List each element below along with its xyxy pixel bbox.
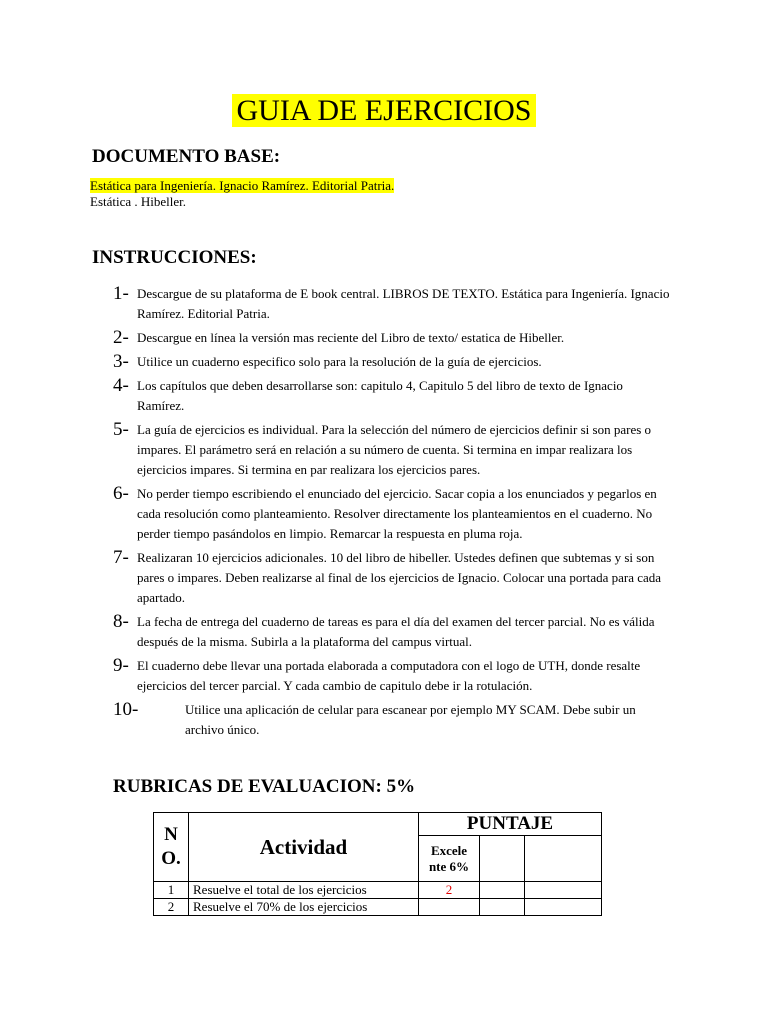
row-cell-empty [525, 882, 602, 899]
instruction-text: Descargue en línea la versión mas reciente del Libro de texto/ estatica de Hibeller. [137, 330, 565, 345]
instruction-number: 4- [113, 375, 129, 396]
instruction-text: La guía de ejercicios es individual. Para la selección del número de ejercicios definir si son pares o impares. El parámetro será en relación a su número de cuenta. Si termina en impar realizara los ejercicios impares. Si termina en par realizara los ejercicios pares. [137, 422, 652, 477]
table-row [154, 899, 602, 916]
instruction-text: Utilice una aplicación de celular para escanear por ejemplo MY SCAM. Debe subir un archivo único. [185, 702, 636, 737]
page-title-container [0, 92, 768, 130]
score-col-empty [480, 836, 525, 882]
base-heading: DOCUMENTO BASE: [92, 146, 281, 167]
instruction-number: 8- [113, 611, 129, 632]
instruction-item [113, 548, 673, 608]
instruction-item [113, 700, 673, 740]
table-row [154, 882, 602, 899]
row-activity: Resuelve el 70% de los ejercicios [189, 899, 419, 916]
row-no: 1 [154, 882, 189, 899]
instruction-item [113, 376, 673, 416]
row-score [419, 899, 480, 916]
col-activity-header: Actividad [189, 813, 419, 882]
instruction-text: Descargue de su plataforma de E book central. LIBROS DE TEXTO. Estática para Ingeniería. Ignacio Ramírez. Editorial Patria. [137, 286, 670, 321]
instruction-item [113, 420, 673, 480]
base-reference-1: Estática para Ingeniería. Ignacio Ramírez. Editorial Patria. [90, 178, 395, 193]
instruction-text: Utilice un cuaderno especifico solo para la resolución de la guía de ejercicios. [137, 354, 542, 369]
row-cell-empty [525, 899, 602, 916]
col-excellent-header: Excele nte 6% [419, 836, 480, 882]
instructions-list [113, 284, 673, 744]
col-no-header: N O. [154, 813, 189, 882]
instruction-number: 9- [113, 655, 129, 676]
instruction-number: 10- [113, 699, 139, 720]
score-col-empty [525, 836, 602, 882]
page-title: GUIA DE EJERCICIOS [232, 94, 535, 127]
rubric-table [153, 812, 602, 916]
instruction-item [113, 612, 673, 652]
instruction-item [113, 328, 673, 348]
row-cell-empty [480, 899, 525, 916]
instruction-text: La fecha de entrega del cuaderno de tareas es para el día del examen del tercer parcial. No es válida después de la misma. Subirla a la plataforma del campus virtual. [137, 614, 655, 649]
row-score: 2 [419, 882, 480, 899]
instruction-item [113, 352, 673, 372]
base-reference-2: Estática . Hibeller. [90, 194, 187, 209]
instructions-heading: INSTRUCCIONES: [92, 247, 257, 268]
instruction-number: 1- [113, 283, 129, 304]
instruction-number: 3- [113, 351, 129, 372]
instruction-number: 2- [113, 327, 129, 348]
rubric-heading: RUBRICAS DE EVALUACION: 5% [113, 776, 416, 797]
row-activity: Resuelve el total de los ejercicios [189, 882, 419, 899]
base-references [90, 178, 394, 210]
instruction-item [113, 284, 673, 324]
instruction-item [113, 484, 673, 544]
instruction-number: 7- [113, 547, 129, 568]
row-no: 2 [154, 899, 189, 916]
instruction-number: 6- [113, 483, 129, 504]
instruction-number: 5- [113, 419, 129, 440]
instruction-text: Realizaran 10 ejercicios adicionales. 10 del libro de hibeller. Ustedes definen que subtemas y si son pares o impares. Deben realizarse al final de los ejercicios de Ignacio. Colocar una portada para cada apartado. [137, 550, 662, 605]
instruction-text: El cuaderno debe llevar una portada elaborada a computadora con el logo de UTH, donde resalte ejercicios del tercer parcial. Y cada cambio de capitulo debe ir la rotulación. [137, 658, 641, 693]
row-cell-empty [480, 882, 525, 899]
instruction-item [113, 656, 673, 696]
instruction-text: No perder tiempo escribiendo el enunciado del ejercicio. Sacar copia a los enunciados y pegarlos en cada resolución como planteamiento. Resolver directamente los planteamientos en el cuaderno. No perder tiempo pasándolos en limpio. Remarcar la respuesta en pluma roja. [137, 486, 657, 541]
instruction-text: Los capítulos que deben desarrollarse son: capitulo 4, Capitulo 5 del libro de texto de Ignacio Ramírez. [137, 378, 623, 413]
col-score-header: PUNTAJE [419, 813, 602, 836]
